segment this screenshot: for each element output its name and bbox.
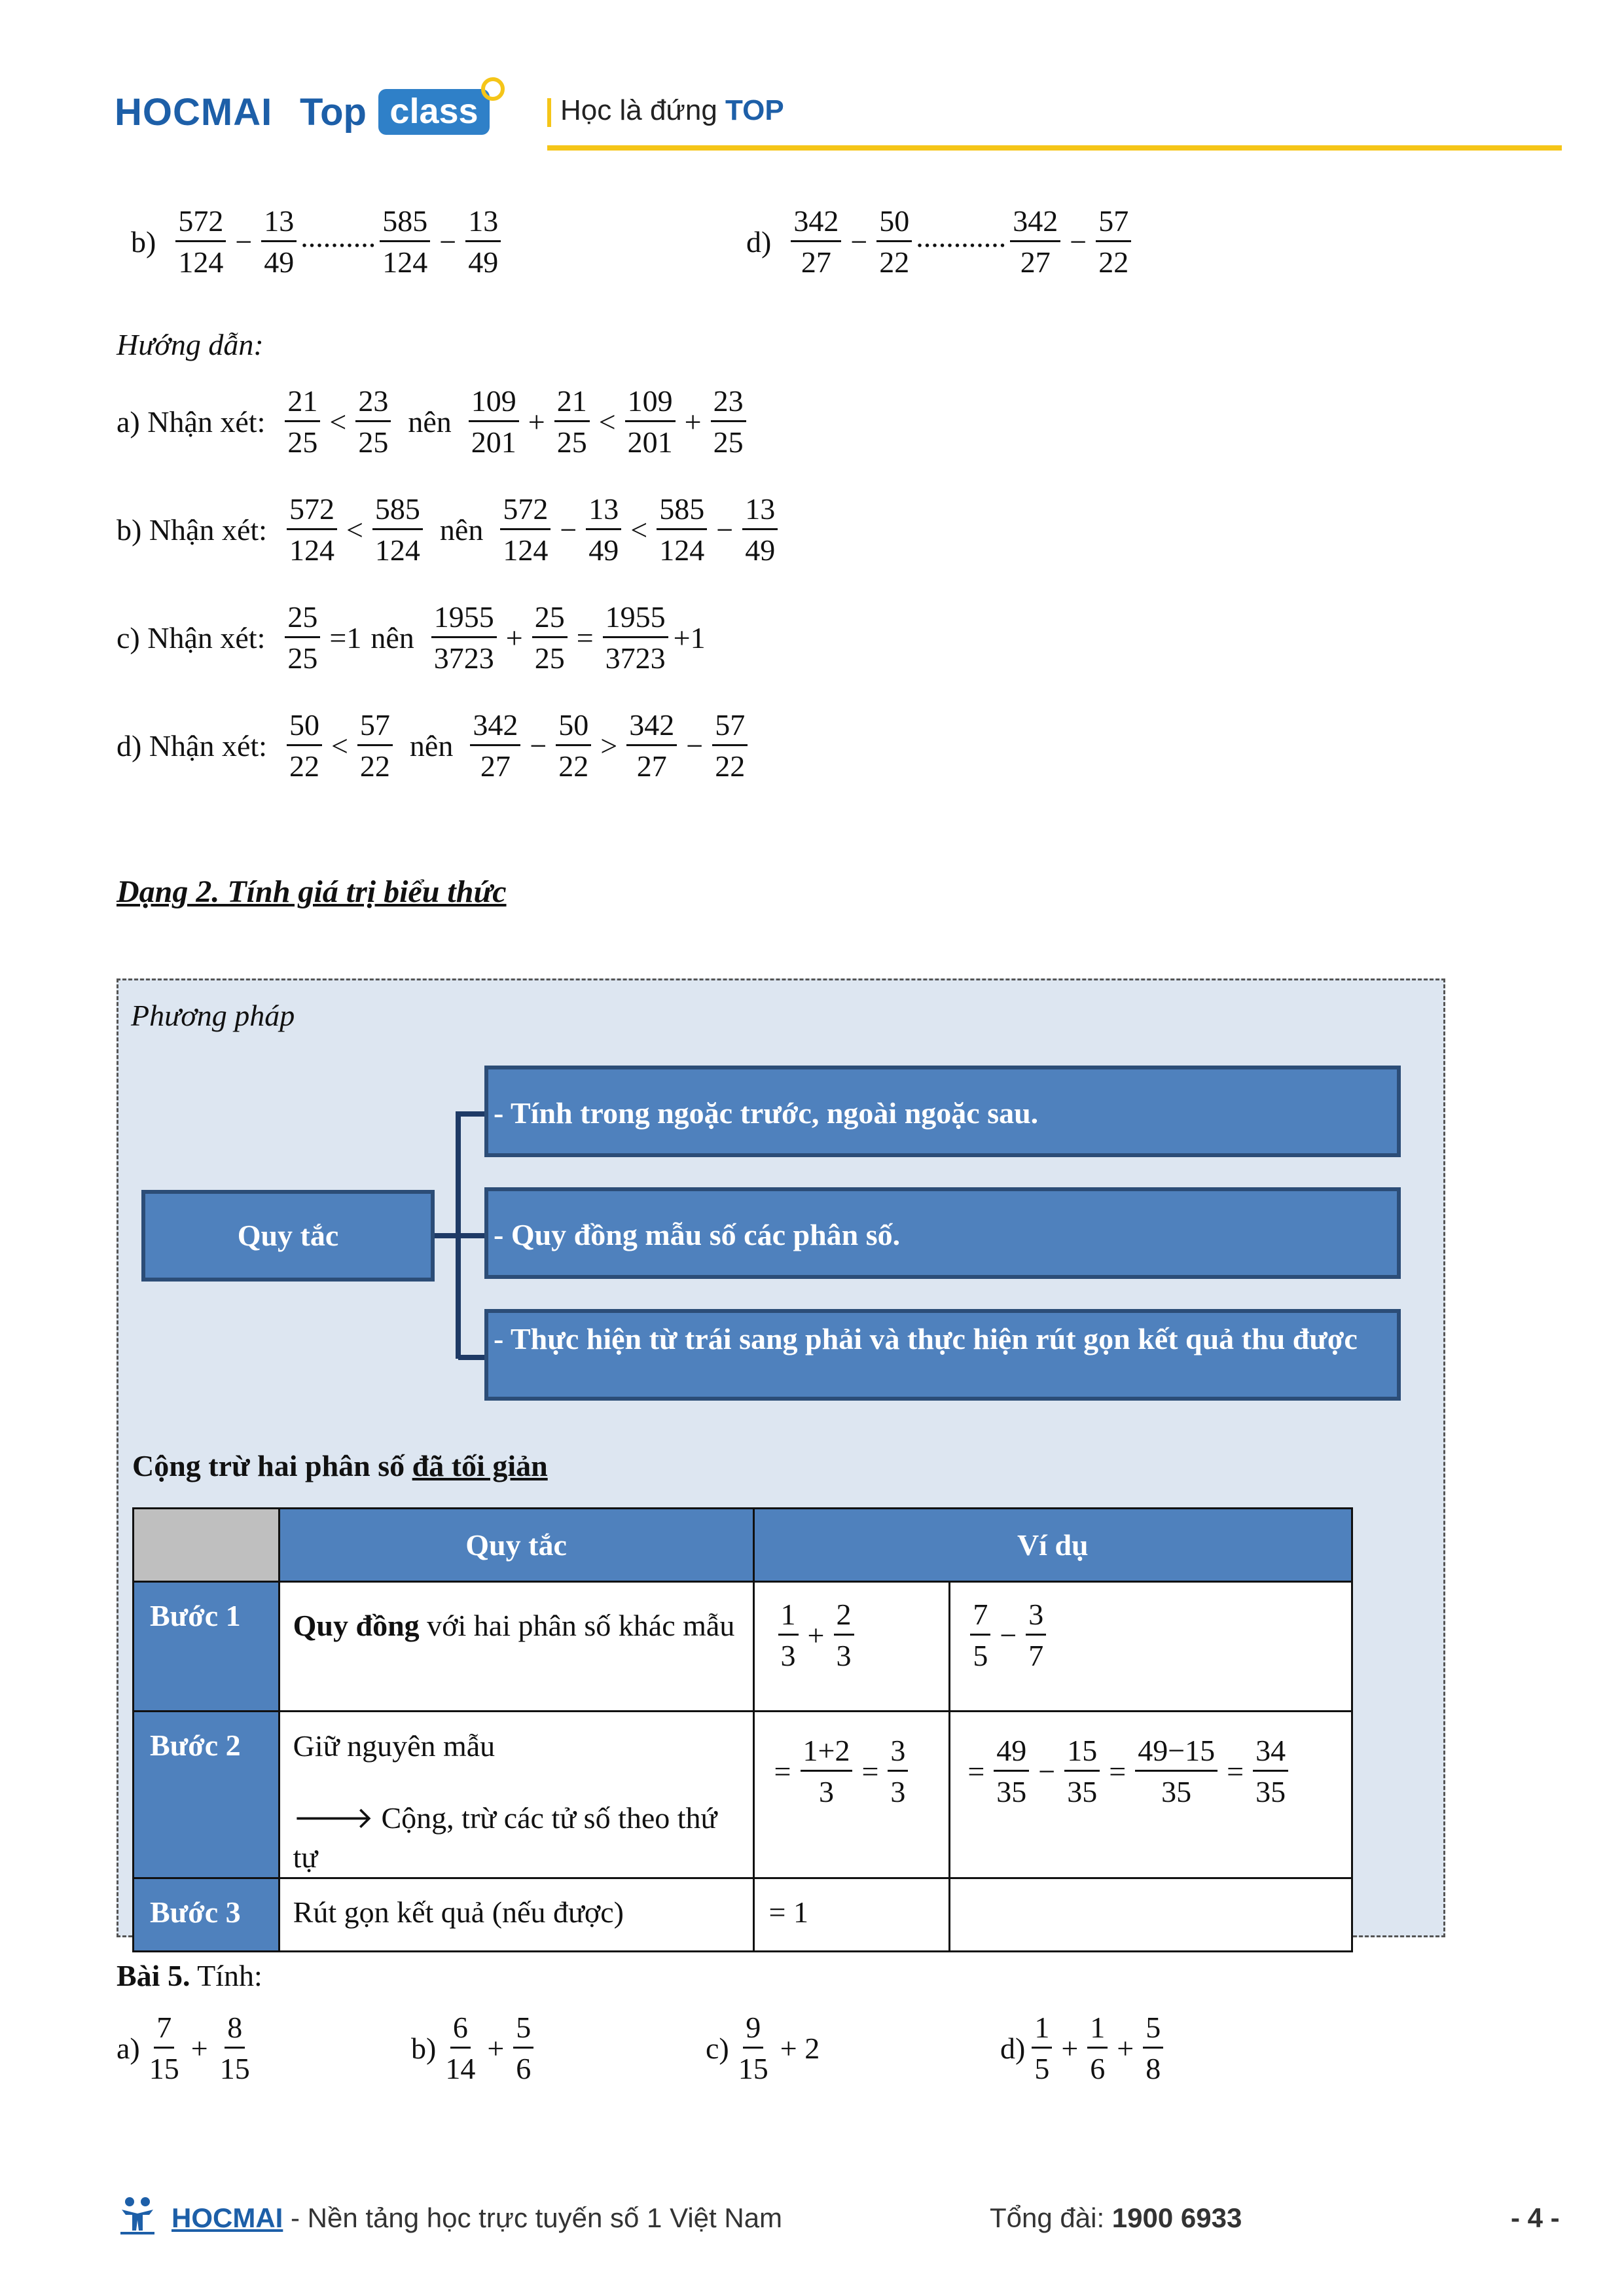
rules-table <box>132 1507 1353 1952</box>
section-title: Dạng 2. Tính giá trị biểu thức <box>117 874 507 909</box>
connector-bottom <box>458 1355 487 1360</box>
footer-hotline: Tổng đài: 1900 6933 <box>990 2202 1242 2233</box>
connector-mid <box>458 1233 487 1238</box>
guide-b: b) Nhận xét: $\frac{572}{124}$ < $\frac{585}{124}$ nên $\frac{572}{124}$ − $\frac{13}{49}$ < $\frac{585}{124}$ − $\frac{13}{49}$ <box>117 494 782 565</box>
footer-left: HOCMAI - Nền tảng học trực tuyến số 1 Việt Nam <box>171 2202 783 2233</box>
guide-c: c) Nhận xét: $\frac{25}{25}$ =1 nên $\frac{1955}{3723}$ + $\frac{25}{25}$ = $\frac{1955}{3723}$ +1 <box>117 600 706 675</box>
page-number: - 4 - <box>1511 2202 1560 2233</box>
table-row <box>134 1878 1352 1952</box>
header-underline <box>547 145 1562 151</box>
table-header-row <box>134 1509 1352 1582</box>
step-example-1: = 1 <box>753 1878 950 1952</box>
step-rule: Quy đồng với hai phân số khác mẫu <box>279 1582 753 1712</box>
exercise-title: Bài 5. Tính: <box>117 1959 262 1992</box>
step-example-2: = $\frac{49}{35}$ − $\frac{15}{35}$ = $\frac{49-15}{35}$ = $\frac{34}{35}$ <box>950 1712 1352 1878</box>
step-example-2: $\frac{7}{5}$ − $\frac{3}{7}$ <box>950 1582 1352 1712</box>
guide-d: d) Nhận xét: $\frac{50}{22}$ < $\frac{57}{22}$ nên $\frac{342}{27}$ − $\frac{50}{22}$ > $\frac{342}{27}$ − $\frac{57}{22}$ <box>117 710 751 781</box>
step-rule: Giữ nguyên mẫu 🡒 Cộng, trừ các tử số theo thứ tự <box>279 1712 753 1878</box>
brand-logo-top: Top <box>300 91 367 134</box>
rule-box-2: - Quy đồng mẫu số các phân số. <box>484 1187 1401 1279</box>
connector-h <box>435 1233 458 1238</box>
header-rule: Quy tắc <box>279 1509 753 1582</box>
brand-logo-class: class <box>378 89 490 135</box>
tagline: Học là đứng TOP <box>560 94 784 126</box>
guide-a: a) Nhận xét: $\frac{21}{25}$ < $\frac{23}{25}$ nên $\frac{109}{201}$ + $\frac{21}{25}$ < $\frac{109}{201}$ + $\frac{23}{25}$ <box>117 386 750 457</box>
problem-b: b) $\frac{572}{124}$ − $\frac{13}{49}$ .......... $\frac{585}{124}$ − $\frac{13}{49}$ <box>131 206 505 278</box>
step-name: Bước 3 <box>134 1878 280 1952</box>
brand-logo-hocmai: HOCMAI <box>115 91 273 134</box>
exercise-d: d) $\frac{1}{5}$ + $\frac{1}{6}$ + $\frac{5}{8}$ <box>1000 2013 1167 2084</box>
header-example: Ví dụ <box>753 1509 1352 1582</box>
method-title: Phương pháp <box>131 999 295 1032</box>
table-corner <box>134 1509 280 1582</box>
step-name: Bước 1 <box>134 1582 280 1712</box>
connector-top <box>458 1111 487 1117</box>
table-row <box>134 1712 1352 1878</box>
step-rule: Rút gọn kết quả (nếu được) <box>279 1878 753 1952</box>
sub-title: Cộng trừ hai phân số đã tối giản <box>132 1449 548 1482</box>
rule-box-3: - Thực hiện từ trái sang phải và thực hiện rút gọn kết quả thu được <box>484 1309 1401 1401</box>
table-row <box>134 1582 1352 1712</box>
footer-brand-link[interactable]: HOCMAI <box>171 2202 283 2233</box>
problem-d: d) $\frac{342}{27}$ − $\frac{50}{22}$ ............ $\frac{342}{27}$ − $\frac{57}{22}$ <box>746 206 1135 278</box>
hocmai-mascot-icon <box>117 2194 158 2236</box>
guide-title: Hướng dẫn: <box>117 328 264 361</box>
step-example-2 <box>950 1878 1352 1952</box>
rule-label-box: Quy tắc <box>141 1190 435 1282</box>
step-example-1: $\frac{1}{3}$ + $\frac{2}{3}$ <box>753 1582 950 1712</box>
sun-icon <box>481 77 505 101</box>
exercise-a: a) $\frac{7}{15}$ + $\frac{8}{15}$ <box>117 2011 250 2085</box>
rule-box-1: - Tính trong ngoặc trước, ngoài ngoặc sau. <box>484 1066 1401 1157</box>
tagline-divider <box>547 98 551 127</box>
exercise-c: c) $\frac{9}{15}$ + 2 <box>706 2011 820 2085</box>
exercise-b: b) $\frac{6}{14}$ + $\frac{5}{6}$ <box>411 2013 537 2084</box>
step-example-1: = $\frac{1+2}{3}$ = $\frac{3}{3}$ <box>753 1712 950 1878</box>
step-name: Bước 2 <box>134 1712 280 1878</box>
